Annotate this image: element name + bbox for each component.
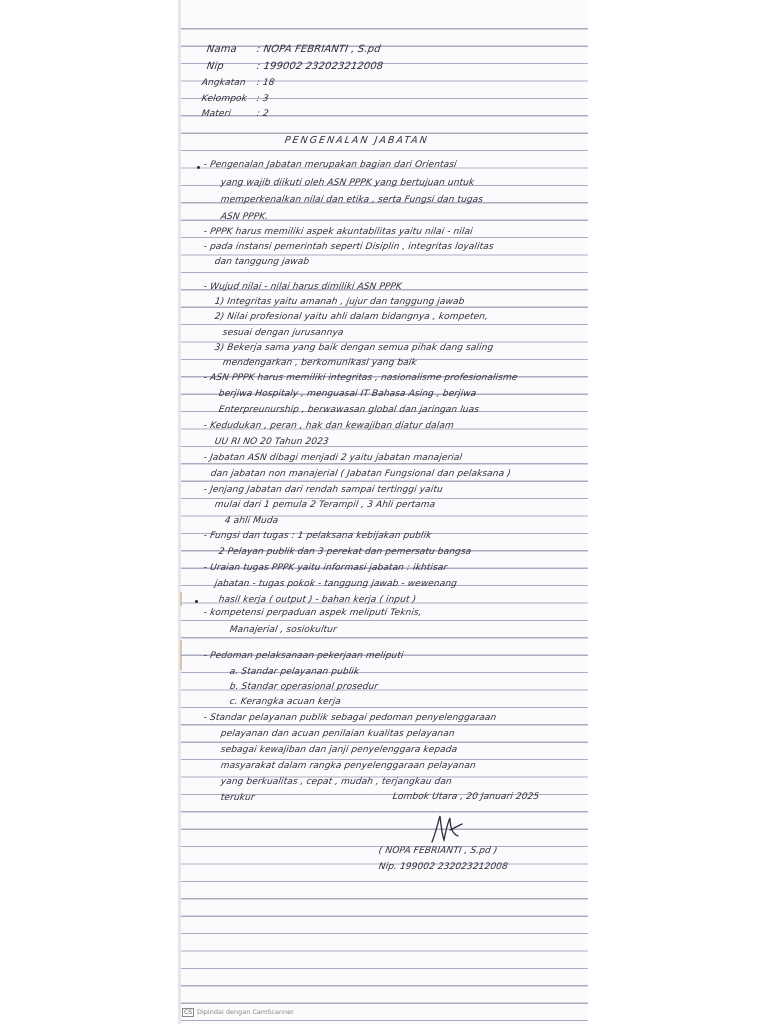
note-line: - Uraian tugas PPPK yaitu informasi jabatan : ikhtisar xyxy=(203,563,448,573)
bullet-dot xyxy=(195,600,198,603)
note-line: - Standar pelayanan publik sebagai pedoman penyelenggaraan xyxy=(203,713,497,723)
note-line: - Jenjang Jabatan dari rendah sampai tertinggi yaitu xyxy=(203,485,444,495)
note-line: - pada instansi pemerintah seperti Disiplin , integritas loyalitas xyxy=(203,242,495,252)
note-line: - Pengenalan Jabatan merupakan bagian dari Orientasi xyxy=(203,160,458,170)
note-line: hasil kerja ( output ) - bahan kerja ( input ) xyxy=(218,595,417,605)
page-stain xyxy=(180,592,182,606)
note-line: Enterpreunurship , berwawasan global dan jaringan luas xyxy=(218,405,480,415)
nama-label: Nama xyxy=(206,44,238,55)
note-line: sebagai kewajiban dan janji penyelenggara kepada xyxy=(220,745,458,755)
signer-name: ( NOPA FEBRIANTI , S.pd ) xyxy=(378,846,499,856)
signature xyxy=(428,808,468,848)
note-line: masyarakat dalam rangka penyelenggaraan pelayanan xyxy=(220,761,477,771)
kelompok-value: : 3 xyxy=(256,94,270,104)
angkatan-value: : 18 xyxy=(256,78,276,88)
bullet-dot xyxy=(197,166,200,169)
page-title: PENGENALAN JABATAN xyxy=(284,135,430,146)
note-line: 1) Integritas yaitu amanah , jujur dan tanggung jawab xyxy=(214,297,465,307)
materi-value: : 2 xyxy=(256,109,270,119)
place-date: Lombok Utara , 20 Januari 2025 xyxy=(392,792,540,802)
note-line: - Fungsi dan tugas : 1 pelaksana kebijakan publik xyxy=(203,531,433,541)
note-line: 2) Nilai profesional yaitu ahli dalam bidangnya , kompeten, xyxy=(214,312,489,322)
note-line: 2 Pelayan publik dan 3 perekat dan pemersatu bangsa xyxy=(218,547,472,557)
note-line: mendengarkan , berkomunikasi yang baik xyxy=(222,358,418,368)
note-line: c. Kerangka acuan kerja xyxy=(229,697,342,707)
angkatan-label: Angkatan xyxy=(201,78,247,88)
note-line: - kompetensi perpaduan aspek meliputi Teknis, xyxy=(203,608,423,618)
note-line: - Kedudukan , peran , hak dan kewajiban diatur dalam xyxy=(203,421,455,431)
note-line: - PPPK harus memiliki aspek akuntabilitas yaitu nilai - nilai xyxy=(203,227,474,237)
note-line: terukur xyxy=(220,793,256,803)
note-line: ASN PPPK. xyxy=(220,212,269,222)
note-line: sesuai dengan jurusannya xyxy=(222,328,345,338)
note-line: dan tanggung jawab xyxy=(214,257,310,267)
note-line: Manajerial , sosiokultur xyxy=(229,625,338,635)
note-line: jabatan - tugas pokok - tanggung jawab - wewenang xyxy=(214,579,458,589)
nama-value: : NOPA FEBRIANTI , S.pd xyxy=(256,44,382,55)
note-line: 3) Bekerja sama yang baik dengan semua pihak dang saling xyxy=(214,343,494,353)
note-line: - Wujud nilai - nilai harus dimiliki ASN PPPK xyxy=(203,282,403,292)
note-line: a. Standar pelayanan publik xyxy=(229,667,360,677)
note-line: yang berkualitas , cepat , mudah , terjangkau dan xyxy=(220,777,453,787)
note-line: 4 ahli Muda xyxy=(224,516,279,526)
scanner-watermark xyxy=(182,1008,294,1017)
camscanner-logo-icon: CS xyxy=(184,1009,192,1016)
note-line: berjiwa Hospitaly , menguasai IT Bahasa Asing , berjiwa xyxy=(218,389,477,399)
scanner-text: Dipindai dengan CamScanner xyxy=(197,1008,294,1016)
note-line: UU RI NO 20 Tahun 2023 xyxy=(214,437,330,447)
materi-label: Materi xyxy=(201,109,232,119)
note-line: yang wajib diikuti oleh ASN PPPK yang bertujuan untuk xyxy=(220,178,475,188)
page-stain xyxy=(180,640,182,670)
note-line: pelayanan dan acuan penilaian kualitas pelayanan xyxy=(220,729,456,739)
note-line: - ASN PPPK harus memiliki integritas , nasionalisme profesionalisme xyxy=(203,373,519,383)
note-line: b. Standar operasional prosedur xyxy=(229,682,379,692)
note-line: - Jabatan ASN dibagi menjadi 2 yaitu jabatan manajerial xyxy=(203,453,463,463)
nip-value: : 199002 232023212008 xyxy=(256,61,384,72)
note-line: mulai dari 1 pemula 2 Terampil , 3 Ahli pertama xyxy=(214,500,436,510)
note-line: dan jabatan non manajerial ( Jabatan Fungsional dan pelaksana ) xyxy=(210,469,512,479)
kelompok-label: Kelompok xyxy=(201,94,248,104)
nip-label: Nip xyxy=(206,61,225,72)
note-line: memperkenalkan nilai dan etika , serta Fungsi dan tugas xyxy=(220,195,484,205)
note-line: - Pedoman pelaksanaan pekerjaan meliputi xyxy=(203,651,405,661)
signer-nip: Nip. 199002 232023212008 xyxy=(378,862,509,872)
